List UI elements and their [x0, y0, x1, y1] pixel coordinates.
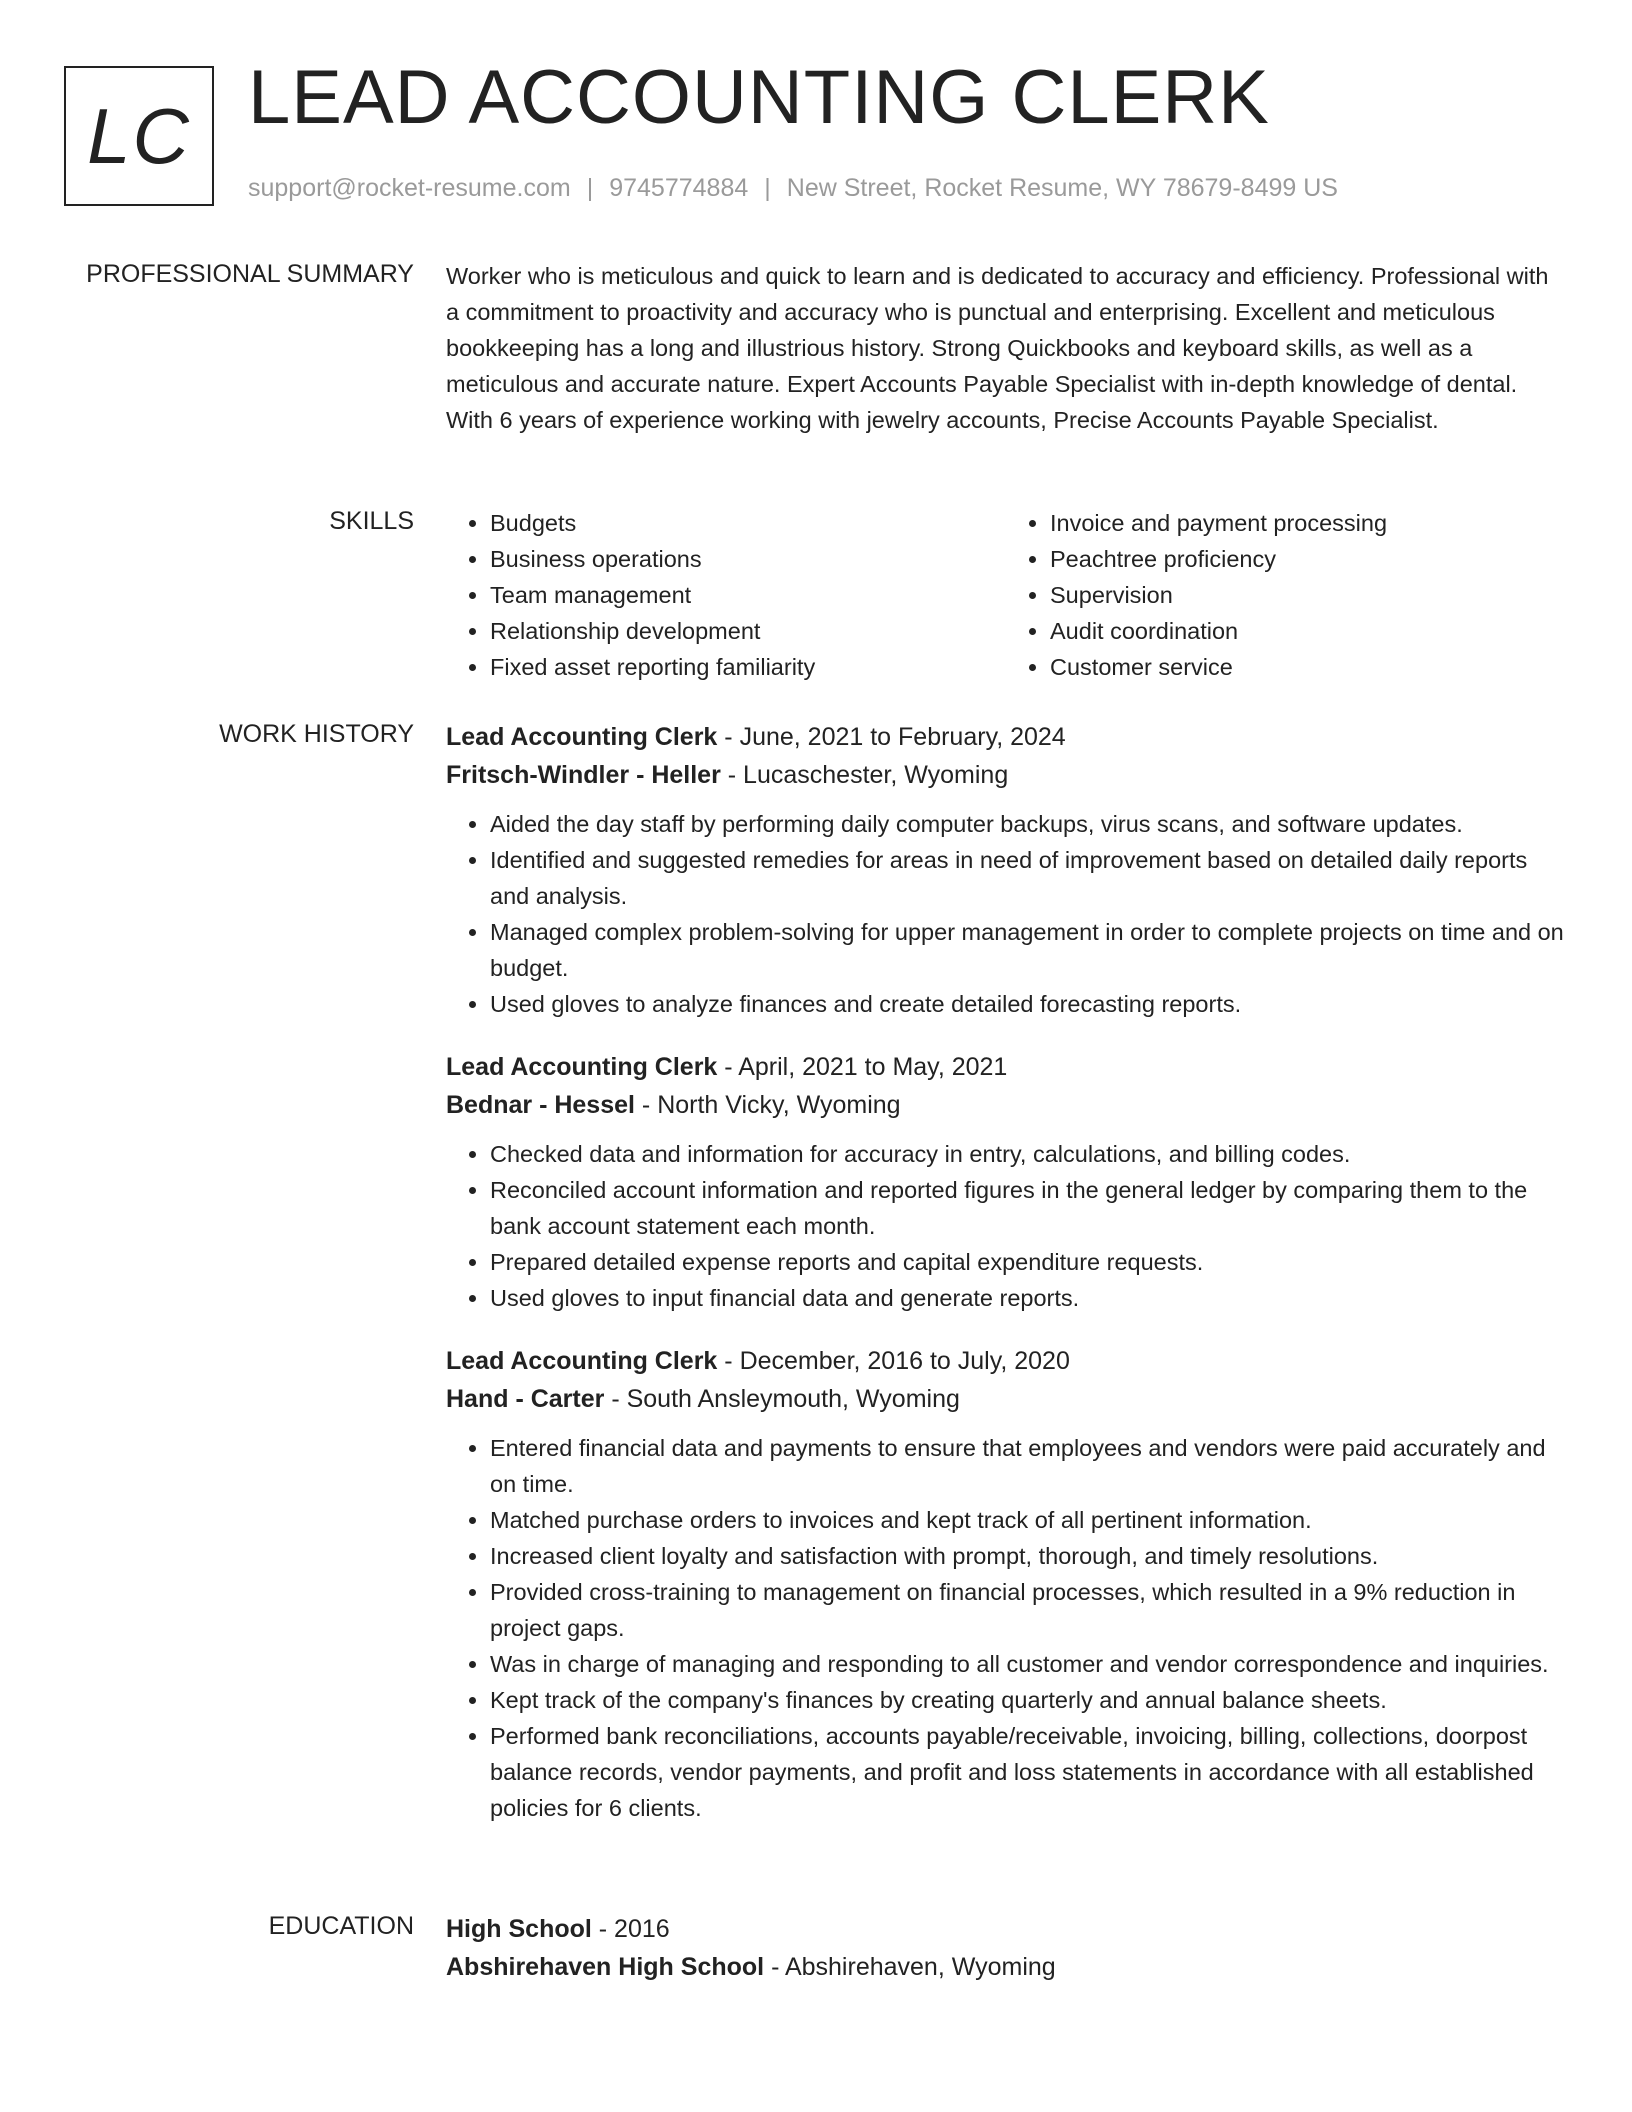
- skill-item: • Fixed asset reporting familiarity: [490, 649, 1006, 685]
- work-history-body: [446, 718, 1566, 1852]
- job-company-line: [446, 1380, 1566, 1418]
- job-location: - North Vicky, Wyoming: [641, 1091, 901, 1119]
- job-dates: - December, 2016 to July, 2020: [724, 1347, 1070, 1375]
- skill-item: • Supervision: [1050, 577, 1566, 613]
- job-title: Lead Accounting Clerk: [446, 723, 718, 751]
- skill-item: • Customer service: [1050, 649, 1566, 685]
- education-degree: High School: [446, 1915, 592, 1943]
- job-entry: [446, 1048, 1566, 1316]
- skills-list-left: [446, 505, 1006, 685]
- education-body: [446, 1910, 1566, 1986]
- contact-line: [248, 174, 1338, 203]
- education-school: Abshirehaven High School: [446, 1953, 765, 1981]
- job-bullet: • Checked data and information for accuracy in entry, calculations, and billing codes.: [490, 1136, 1566, 1172]
- resume-title: LEAD ACCOUNTING CLERK: [248, 55, 1270, 140]
- job-company: Hand - Carter: [446, 1385, 605, 1413]
- job-bullet: • Was in charge of managing and responding to all customer and vendor correspondence and inquiries.: [490, 1646, 1566, 1682]
- education-location: - Abshirehaven, Wyoming: [771, 1953, 1056, 1981]
- skill-item: • Team management: [490, 577, 1006, 613]
- contact-separator: |: [764, 174, 771, 202]
- summary-heading: PROFESSIONAL SUMMARY: [86, 260, 414, 288]
- job-company: Fritsch-Windler - Heller: [446, 761, 721, 789]
- skill-item: • Audit coordination: [1050, 613, 1566, 649]
- job-bullet: • Kept track of the company's finances by creating quarterly and annual balance sheets.: [490, 1682, 1566, 1718]
- skills-heading: SKILLS: [329, 507, 414, 535]
- job-title: Lead Accounting Clerk: [446, 1347, 718, 1375]
- job-location: - Lucaschester, Wyoming: [727, 761, 1009, 789]
- skill-item: • Peachtree proficiency: [1050, 541, 1566, 577]
- job-title-line: [446, 718, 1566, 756]
- job-bullet: • Reconciled account information and reported figures in the general ledger by comparing them to the bank account statement each month.: [490, 1172, 1566, 1244]
- education-degree-line: [446, 1910, 1566, 1948]
- job-bullet: • Increased client loyalty and satisfaction with prompt, thorough, and timely resolutions.: [490, 1538, 1566, 1574]
- job-title-line: [446, 1048, 1566, 1086]
- job-dates: - June, 2021 to February, 2024: [724, 723, 1066, 751]
- skills-lists: [446, 505, 1566, 685]
- job-company: Bednar - Hessel: [446, 1091, 635, 1119]
- summary-body: [446, 258, 1566, 438]
- job-location: - South Ansleymouth, Wyoming: [611, 1385, 960, 1413]
- job-bullet: • Provided cross-training to management on financial processes, which resulted in a 9% reduction in project gaps.: [490, 1574, 1566, 1646]
- job-bullet: • Used gloves to analyze finances and create detailed forecasting reports.: [490, 986, 1566, 1022]
- job-dates: - April, 2021 to May, 2021: [724, 1053, 1008, 1081]
- education-heading: EDUCATION: [268, 1912, 414, 1940]
- contact-phone[interactable]: 9745774884: [609, 174, 749, 202]
- job-company-line: [446, 1086, 1566, 1124]
- job-title: Lead Accounting Clerk: [446, 1053, 718, 1081]
- job-bullet: • Matched purchase orders to invoices and kept track of all pertinent information.: [490, 1502, 1566, 1538]
- job-bullets: [446, 1430, 1566, 1826]
- contact-email[interactable]: support@rocket-resume.com: [248, 174, 571, 202]
- contact-separator: |: [586, 174, 594, 202]
- skill-item: • Invoice and payment processing: [1050, 505, 1566, 541]
- job-bullets: [446, 1136, 1566, 1316]
- education-year: - 2016: [598, 1915, 670, 1943]
- monogram-badge: [64, 66, 214, 206]
- job-bullet: • Entered financial data and payments to ensure that employees and vendors were paid accurately and on time.: [490, 1430, 1566, 1502]
- summary-text: Worker who is meticulous and quick to learn and is dedicated to accuracy and efficiency. Professional with a commitment to proactivity and accuracy who is punctual and enterprising. Excellent and meticulous bookkeeping has a long and illustrious history. Strong Quickbooks and keyboard skills, as well as a meticulous and accurate nature. Expert Accounts Payable Specialist with in-depth knowledge of dental. With 6 years of experience working with jewelry accounts, Precise Accounts Payable Specialist.: [446, 263, 1549, 433]
- contact-address: New Street, Rocket Resume, WY 78679-8499 US: [786, 174, 1338, 202]
- job-bullet: • Identified and suggested remedies for areas in need of improvement based on detailed daily reports and analysis.: [490, 842, 1566, 914]
- job-title-line: [446, 1342, 1566, 1380]
- skill-item: • Budgets: [490, 505, 1006, 541]
- skill-item: • Business operations: [490, 541, 1006, 577]
- job-entry: [446, 1342, 1566, 1826]
- skill-item: • Relationship development: [490, 613, 1006, 649]
- job-bullets: [446, 806, 1566, 1022]
- job-bullet: • Aided the day staff by performing daily computer backups, virus scans, and software updates.: [490, 806, 1566, 842]
- job-company-line: [446, 756, 1566, 794]
- job-bullet: • Used gloves to input financial data and generate reports.: [490, 1280, 1566, 1316]
- monogram-text: LC: [87, 91, 191, 180]
- education-school-line: [446, 1948, 1566, 1986]
- skills-list-right: [1006, 505, 1566, 685]
- job-bullet: • Managed complex problem-solving for upper management in order to complete projects on time and on budget.: [490, 914, 1566, 986]
- job-entry: [446, 718, 1566, 1022]
- job-bullet: • Prepared detailed expense reports and capital expenditure requests.: [490, 1244, 1566, 1280]
- job-bullet: • Performed bank reconciliations, accounts payable/receivable, invoicing, billing, collections, doorpost balance records, vendor payments, and profit and loss statements in accordance with all established policies for 6 clients.: [490, 1718, 1566, 1826]
- work-history-heading: WORK HISTORY: [219, 720, 414, 748]
